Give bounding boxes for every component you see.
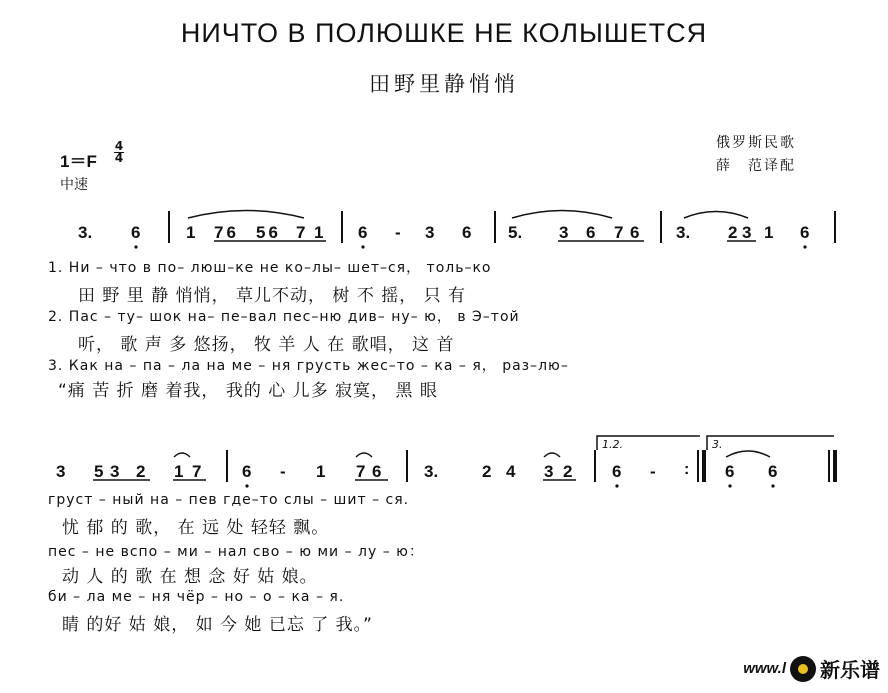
note: 3.: [78, 223, 93, 242]
note: 1: [314, 223, 324, 242]
record-icon: [790, 656, 816, 682]
key-signature: 1＝F: [60, 152, 97, 171]
note: -: [395, 223, 401, 242]
octave-dot: [803, 245, 806, 248]
note: 1: [764, 223, 774, 242]
watermark-name: 新乐谱: [820, 658, 880, 682]
watermark-url: www.l: [743, 660, 786, 677]
note: 6: [372, 462, 382, 481]
note: 6: [586, 223, 596, 242]
lyric-line: 3. Как на – па – ла на ме – ня грусть жес–то – ка – я， раз–лю–: [48, 358, 569, 374]
slur: [684, 212, 748, 219]
song-title: НИЧТО В ПОЛЮШКЕ НЕ КОЛЫШЕТСЯ: [180, 18, 708, 48]
octave-dot: [728, 484, 731, 487]
translator-credit: 薛 范译配: [716, 158, 796, 174]
note: 3: [559, 223, 569, 242]
note: 1: [174, 462, 184, 481]
note: 6: [358, 223, 368, 242]
lyric-line: груст – ный на – пев где–то слы – шит – ся.: [48, 492, 410, 508]
note: 2: [563, 462, 573, 481]
lyric-line: 睛 的好 姑 娘， 如 今 她 已忘 了 我。”: [62, 615, 373, 635]
repeat-dots: :: [684, 461, 690, 478]
octave-dot: [361, 245, 364, 248]
note: 2: [136, 462, 146, 481]
tie: [174, 453, 190, 457]
tie: [544, 453, 560, 457]
lyric-line: 田 野 里 静 悄悄， 草儿不动， 树 不 摇， 只 有: [78, 286, 467, 306]
note: 7: [192, 462, 202, 481]
note: 3: [544, 462, 554, 481]
note: 6: [131, 223, 141, 242]
note: 6: [800, 223, 810, 242]
volta-1-label: 1.2.: [602, 438, 623, 451]
watermark: [743, 654, 880, 683]
slur: [188, 211, 304, 219]
lyric-line: 忧 郁 的 歌， 在 远 处 轻轻 飘。: [62, 518, 330, 538]
note: 6: [768, 462, 778, 481]
lyric-line: 动 人 的 歌 在 想 念 好 姑 娘。: [62, 567, 318, 587]
time-sig-top: 4: [114, 139, 124, 153]
octave-dot: [615, 484, 618, 487]
note: 7: [614, 223, 624, 242]
tie: [356, 453, 372, 457]
origin-credit: 俄罗斯民歌: [716, 135, 796, 151]
note: 7: [296, 223, 306, 242]
volta-2-bracket: [707, 436, 834, 450]
lyric-line: би – ла ме – ня чёр – но – о – ка – я.: [48, 589, 345, 605]
tempo-marking: 中速: [60, 177, 88, 193]
note: 76: [214, 223, 239, 242]
song-subtitle: 田野里静悄悄: [369, 72, 519, 96]
tie: [726, 451, 770, 457]
slur: [512, 211, 612, 219]
note: -: [650, 462, 656, 481]
octave-dot: [771, 484, 774, 487]
note: 1: [316, 462, 326, 481]
note: 3: [56, 462, 66, 481]
note: 5.: [508, 223, 523, 242]
note: 6: [462, 223, 472, 242]
lyric-line: “痛 苦 折 磨 着我， 我的 心 儿多 寂寞， 黑 眼: [58, 381, 438, 401]
time-sig-bottom: 4: [114, 151, 124, 165]
note: 3.: [676, 223, 691, 242]
note: 3: [425, 223, 435, 242]
volta-1-bracket: [597, 436, 700, 450]
lyric-line: 1. Ни – что в по– люш–ке не ко–лы– шет–ся， толь–ко: [48, 260, 492, 276]
lyric-line: 听， 歌 声 多 悠扬， 牧 羊 人 在 歌唱， 这 首: [78, 335, 455, 355]
lyric-line: 2. Пас – ту– шок на– пе–вал пес–ню див– ну– ю， в Э–той: [48, 309, 520, 325]
note: 2: [728, 223, 738, 242]
lyric-line: пес – не вспо – ми – нал сво – ю ми – лу – ю：: [48, 544, 424, 560]
note: 6: [630, 223, 640, 242]
note: 1: [186, 223, 196, 242]
note: 7: [356, 462, 366, 481]
note: 6: [725, 462, 735, 481]
note: 3.: [424, 462, 439, 481]
volta-2-label: 3.: [712, 438, 723, 451]
note: 6: [242, 462, 252, 481]
note: 2: [482, 462, 492, 481]
octave-dot: [245, 484, 248, 487]
note: 3: [110, 462, 120, 481]
note: 4: [506, 462, 516, 481]
octave-dot: [134, 245, 137, 248]
note: 56: [256, 223, 281, 242]
note: 3: [742, 223, 752, 242]
note: 6: [612, 462, 622, 481]
note: -: [280, 462, 286, 481]
note: 5: [94, 462, 104, 481]
